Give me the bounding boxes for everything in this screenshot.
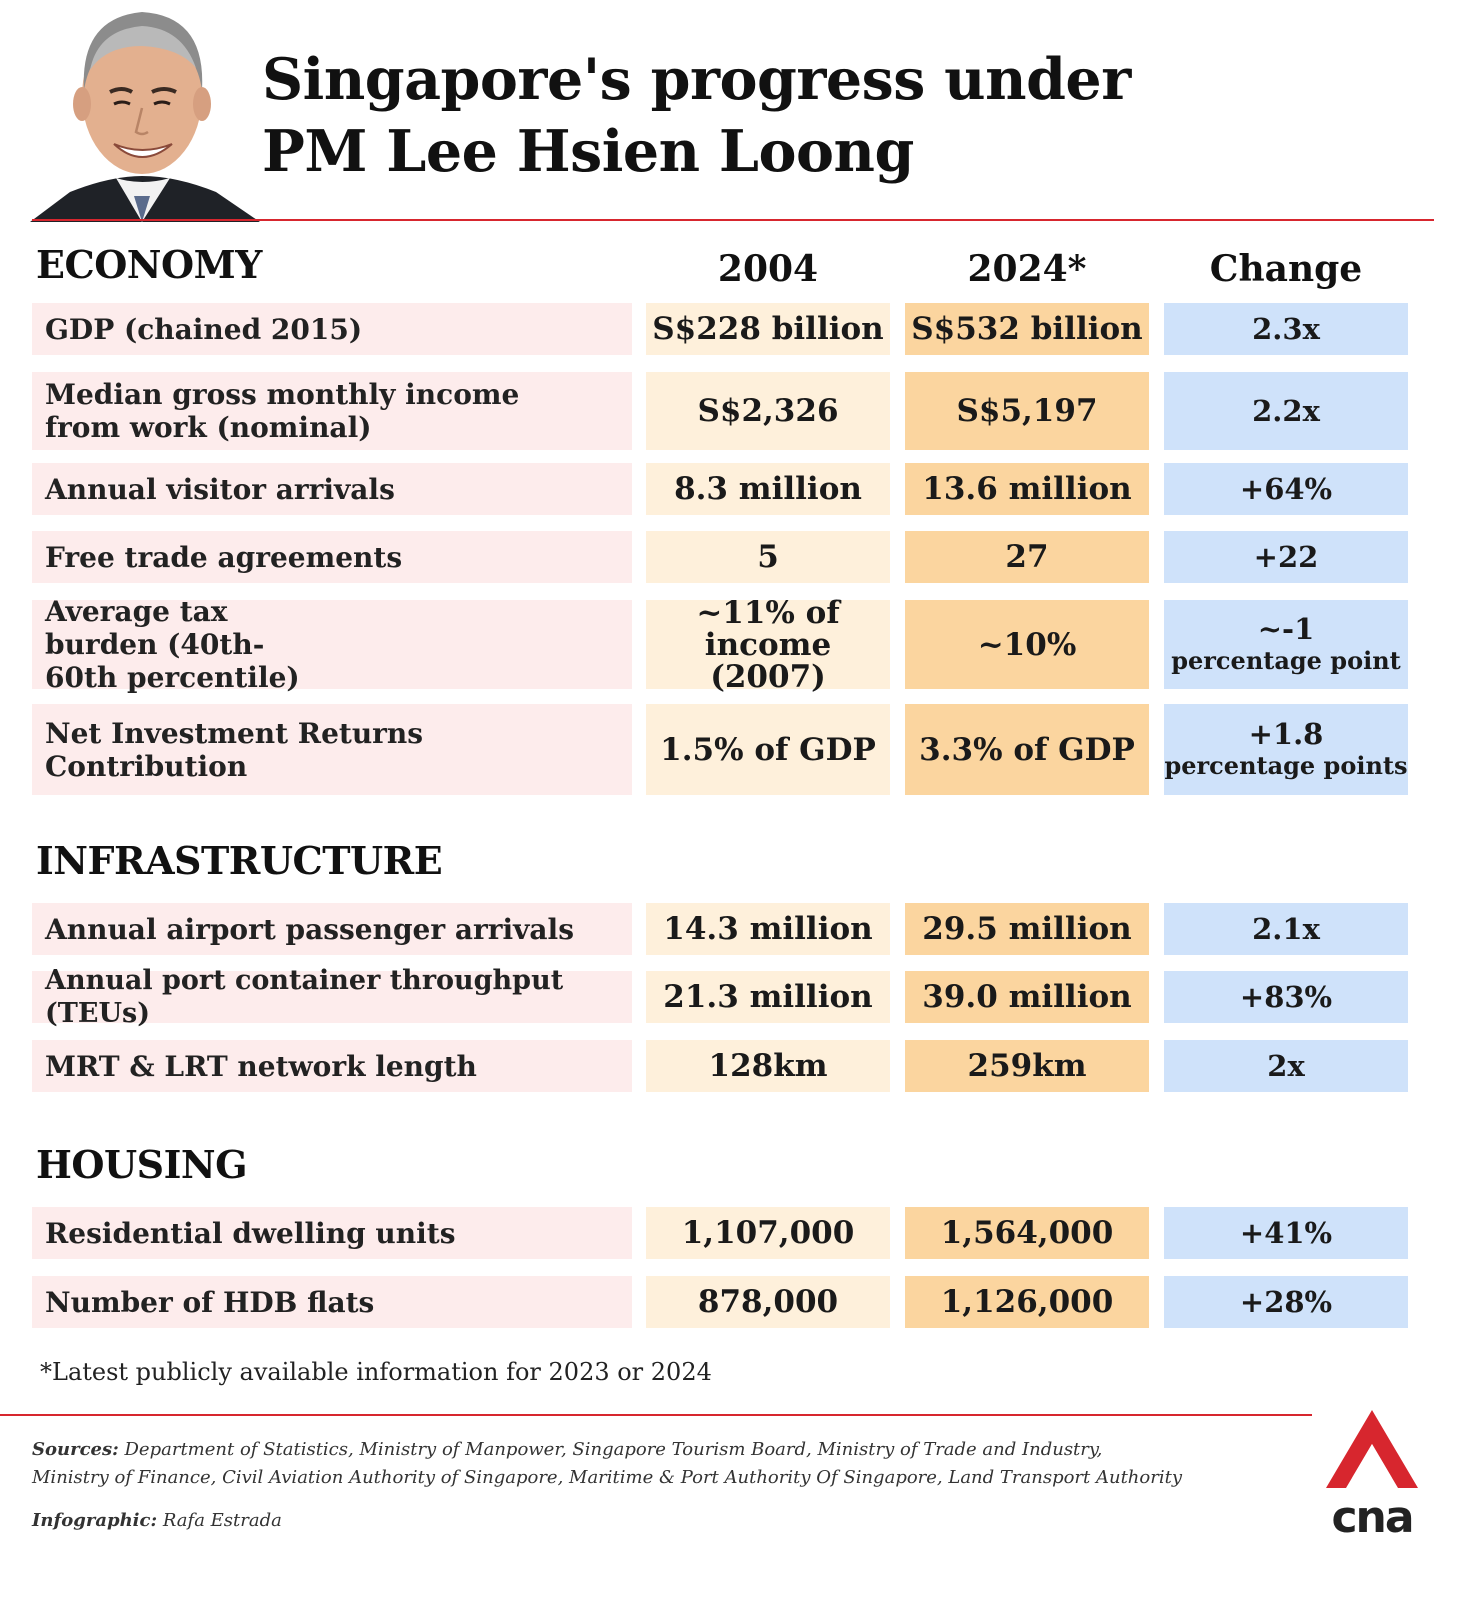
change-value: ~-1 [1257,612,1315,646]
row-label: Annual port container throughput (TEUs) [32,971,632,1023]
value-2004: 21.3 million [646,971,890,1023]
cna-logo [1318,1408,1426,1536]
change-cell [1164,903,1408,955]
row-label: Residential dwelling units [32,1207,632,1259]
value-2004: S$228 billion [646,303,890,355]
title-line-1: Singapore's progress under [262,46,1131,113]
row-label: Number of HDB flats [32,1276,632,1328]
value-2024: 1,126,000 [905,1276,1149,1328]
change-cell [1164,372,1408,450]
column-header-change: Change [1209,248,1363,290]
change-value: +41% [1239,1215,1333,1250]
change-cell [1164,1276,1408,1328]
sources-line-2: Ministry of Finance, Civil Aviation Authority of Singapore, Maritime & Port Authority Of Singapore, Land Transport Authority [32,1467,1183,1488]
change-cell [1164,1207,1408,1259]
row-label: Average tax burden (40th-60th percentile) [32,600,632,689]
row-label: GDP (chained 2015) [32,303,632,355]
footnote: *Latest publicly available information for 2023 or 2024 [40,1358,712,1386]
change-unit: percentage point [1171,646,1401,675]
row-label: Free trade agreements [32,531,632,583]
value-2024: 13.6 million [905,463,1149,515]
value-2024: S$532 billion [905,303,1149,355]
header-divider [32,219,1434,221]
footer-divider [0,1414,1312,1416]
change-value: +22 [1253,539,1319,574]
section-heading-housing: HOUSING [36,1142,248,1187]
column-header-2024: 2024* [967,248,1087,290]
change-cell [1164,303,1408,355]
row-label: Median gross monthly income from work (nominal) [32,372,632,450]
value-2004: 5 [646,531,890,583]
table-row-visitor-arrivals [32,463,1408,515]
change-cell [1164,1040,1408,1092]
credit-label: Infographic: [32,1510,158,1531]
svg-text:cna: cna [1331,1492,1413,1536]
change-value: +83% [1239,979,1333,1014]
change-cell [1164,971,1408,1023]
sources-text [32,1436,1292,1492]
table-row-hdb-flats [32,1276,1408,1328]
table-row-port-throughput [32,965,1408,1029]
value-2024: 29.5 million [905,903,1149,955]
table-row-airport-arrivals [32,903,1408,955]
column-header-2004: 2004 [717,248,819,290]
value-2024: ~10% [905,600,1149,689]
value-2004: ~11% of income (2007) [646,600,890,689]
credit-name: Rafa Estrada [162,1510,282,1531]
infographic-credit [32,1510,282,1531]
change-value: +64% [1239,471,1333,506]
row-label: Net Investment Returns Contribution [32,704,632,795]
sources-line-1: Department of Statistics, Ministry of Manpower, Singapore Tourism Board, Ministry of Trade and Industry, [124,1439,1103,1460]
value-2004: 1,107,000 [646,1207,890,1259]
value-2024: 1,564,000 [905,1207,1149,1259]
portrait-image [30,0,260,222]
table-row-nir-contribution [32,704,1408,795]
table-row-free-trade [32,531,1408,583]
page-title [262,44,1131,188]
change-value: 2x [1267,1048,1305,1083]
row-label: MRT & LRT network length [32,1040,632,1092]
value-2024: 3.3% of GDP [905,704,1149,795]
change-value: 2.2x [1252,393,1320,428]
change-value: 2.3x [1252,311,1320,346]
change-value: 2.1x [1252,911,1320,946]
value-2004: 878,000 [646,1276,890,1328]
table-row-median-income [32,372,1408,450]
value-2024: 27 [905,531,1149,583]
change-cell [1164,531,1408,583]
change-value: +28% [1239,1284,1333,1319]
change-cell [1164,463,1408,515]
sources-label: Sources: [32,1439,119,1460]
change-unit: percentage points [1164,751,1408,780]
table-row-gdp [32,303,1408,355]
value-2024: 259km [905,1040,1149,1092]
table-row-tax-burden [32,594,1408,695]
row-label: Annual visitor arrivals [32,463,632,515]
change-cell [1164,600,1408,689]
value-2004: 14.3 million [646,903,890,955]
section-heading-economy: ECONOMY [36,242,262,287]
section-heading-infrastructure: INFRASTRUCTURE [36,838,443,883]
table-row-dwelling-units [32,1207,1408,1259]
title-line-2: PM Lee Hsien Loong [262,118,914,185]
value-2024: 39.0 million [905,971,1149,1023]
value-2004: 1.5% of GDP [646,704,890,795]
change-cell [1164,704,1408,795]
row-label: Annual airport passenger arrivals [32,903,632,955]
change-value: +1.8 [1248,717,1324,751]
value-2004: 128km [646,1040,890,1092]
value-2004: S$2,326 [646,372,890,450]
table-row-mrt-lrt-length [32,1040,1408,1092]
value-2024: S$5,197 [905,372,1149,450]
value-2004: 8.3 million [646,463,890,515]
